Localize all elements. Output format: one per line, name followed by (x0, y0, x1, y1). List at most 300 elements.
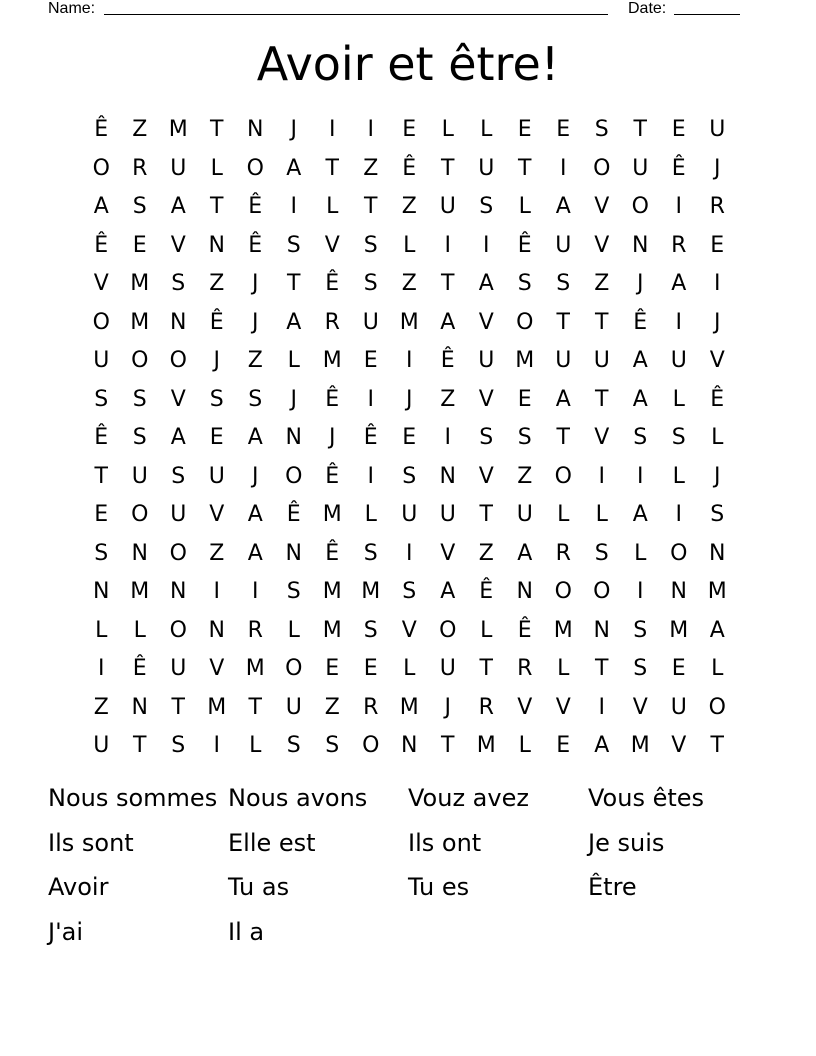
grid-row (82, 111, 737, 150)
grid-row (82, 612, 737, 651)
grid-letter: T (210, 117, 224, 142)
grid-letter: I (367, 117, 374, 142)
grid-letter: U (208, 463, 225, 489)
grid-letter: T (210, 194, 224, 219)
grid-letter: U (170, 656, 187, 681)
grid-letter: A (555, 386, 571, 412)
grid-letter: E (671, 117, 686, 142)
grid-letter: I (213, 579, 220, 604)
grid-letter: L (403, 656, 416, 681)
grid-letter: I (444, 232, 451, 258)
name-blank-line (104, 14, 608, 15)
grid-letter: I (329, 117, 336, 142)
grid-letter: M (168, 117, 188, 142)
grid-letter: Z (132, 117, 148, 142)
grid-row (82, 727, 737, 766)
word-list-item: Vous êtes (588, 784, 705, 812)
grid-letter: Ê (517, 617, 532, 643)
grid-letter: V (594, 232, 610, 258)
grid-letter: I (714, 271, 721, 296)
grid-letter: R (671, 232, 687, 258)
grid-letter: J (329, 425, 336, 450)
grid-letter: A (440, 309, 456, 335)
grid-letter: O (593, 579, 611, 604)
grid-letter: E (556, 117, 571, 142)
grid-letter: I (252, 579, 259, 604)
grid-letter: R (363, 694, 379, 720)
grid-letter: O (708, 694, 726, 720)
grid-letter: U (555, 348, 572, 373)
grid-letter: A (594, 733, 610, 758)
grid-letter: L (518, 733, 531, 758)
grid-letter: S (171, 733, 186, 758)
grid-letter: A (671, 271, 687, 296)
grid-letter: U (478, 348, 495, 373)
grid-letter: M (707, 579, 727, 604)
grid-letter: L (287, 348, 300, 373)
grid-row (82, 573, 737, 612)
grid-letter: O (362, 733, 380, 758)
grid-letter: U (593, 348, 610, 373)
grid-letter: N (439, 463, 456, 489)
grid-letter: S (633, 656, 648, 681)
grid-letter: Ê (440, 348, 455, 373)
grid-letter: S (479, 194, 494, 219)
grid-letter: U (170, 155, 187, 181)
grid-letter: M (130, 579, 150, 604)
grid-row (82, 381, 737, 420)
word-list-item: Tu as (228, 873, 290, 901)
grid-letter: J (714, 155, 721, 181)
grid-letter: R (555, 540, 571, 566)
grid-letter: I (290, 194, 297, 219)
grid-row (82, 342, 737, 381)
grid-letter: S (402, 463, 417, 489)
grid-letter: L (711, 656, 724, 681)
grid-row (82, 227, 737, 266)
grid-letter: U (170, 502, 187, 527)
grid-letter: O (670, 540, 688, 566)
grid-letter: L (133, 617, 146, 643)
word-list-item: Tu es (408, 873, 470, 901)
grid-row (82, 188, 737, 227)
grid-letter: M (669, 617, 689, 643)
grid-letter: T (441, 733, 455, 758)
grid-letter: N (131, 694, 148, 720)
word-list (48, 778, 768, 956)
grid-letter: Ê (710, 386, 725, 412)
grid-letter: I (560, 155, 567, 181)
grid-letter: N (170, 309, 187, 335)
grid-letter: M (515, 348, 535, 373)
grid-letter: N (131, 540, 148, 566)
grid-letter: J (714, 309, 721, 335)
grid-letter: A (632, 502, 648, 527)
grid-letter: N (401, 733, 418, 758)
grid-row (82, 535, 737, 574)
grid-letter: A (170, 425, 186, 450)
grid-letter: T (248, 694, 262, 720)
grid-letter: L (480, 117, 493, 142)
grid-letter: S (633, 425, 648, 450)
grid-letter: R (324, 309, 340, 335)
grid-letter: I (98, 656, 105, 681)
grid-letter: Ê (94, 425, 109, 450)
grid-letter: U (439, 194, 456, 219)
grid-letter: Z (93, 694, 109, 720)
grid-letter: L (364, 502, 377, 527)
grid-letter: N (516, 579, 533, 604)
grid-letter: S (671, 425, 686, 450)
grid-letter: L (711, 425, 724, 450)
grid-letter: A (632, 386, 648, 412)
grid-letter: I (367, 463, 374, 489)
grid-letter: U (131, 463, 148, 489)
grid-letter: V (594, 425, 610, 450)
grid-letter: R (478, 694, 494, 720)
grid-letter: Z (517, 463, 533, 489)
grid-letter: V (401, 617, 417, 643)
word-list-item: Nous avons (228, 784, 368, 812)
grid-letter: N (247, 117, 264, 142)
grid-letter: J (444, 694, 451, 720)
grid-letter: T (595, 386, 609, 412)
grid-letter: O (246, 155, 264, 181)
grid-letter: J (406, 386, 413, 412)
grid-letter: N (285, 425, 302, 450)
grid-letter: U (478, 155, 495, 181)
grid-letter: Ê (325, 386, 340, 412)
grid-letter: O (131, 502, 149, 527)
grid-letter: T (556, 425, 570, 450)
grid-row (82, 458, 737, 497)
grid-letter: T (518, 155, 532, 181)
word-list-item: Vouz avez (408, 784, 529, 812)
grid-letter: N (93, 579, 110, 604)
grid-letter: T (556, 309, 570, 335)
grid-letter: S (594, 117, 609, 142)
grid-letter: O (554, 463, 572, 489)
grid-letter: E (671, 656, 686, 681)
grid-letter: S (209, 386, 224, 412)
grid-letter: T (595, 656, 609, 681)
grid-letter: A (247, 425, 263, 450)
grid-letter: S (517, 425, 532, 450)
grid-letter: L (634, 540, 647, 566)
grid-letter: T (171, 694, 185, 720)
grid-letter: I (675, 309, 682, 335)
grid-letter: O (631, 194, 649, 219)
worksheet-header (48, 0, 748, 20)
grid-letter: M (245, 656, 265, 681)
grid-letter: I (483, 232, 490, 258)
word-list-item: Ils sont (48, 828, 134, 857)
grid-letter: I (598, 463, 605, 489)
grid-letter: T (479, 502, 493, 527)
grid-letter: L (557, 656, 570, 681)
grid-letter: T (364, 194, 378, 219)
grid-letter: L (210, 155, 223, 181)
grid-letter: U (93, 733, 110, 758)
grid-letter: T (441, 271, 455, 296)
grid-letter: Ê (402, 155, 417, 181)
word-search-grid (82, 111, 737, 766)
grid-letter: Z (324, 694, 340, 720)
grid-letter: L (249, 733, 262, 758)
grid-letter: A (247, 540, 263, 566)
grid-letter: I (213, 733, 220, 758)
grid-letter: Ê (517, 232, 532, 258)
grid-letter: L (672, 463, 685, 489)
grid-letter: Ê (363, 425, 378, 450)
grid-letter: J (252, 309, 259, 335)
grid-letter: T (710, 733, 724, 758)
grid-letter: R (132, 155, 148, 181)
grid-letter: U (401, 502, 418, 527)
grid-letter: Z (440, 386, 456, 412)
date-blank-line (674, 14, 740, 15)
grid-letter: R (517, 656, 533, 681)
grid-letter: S (363, 540, 378, 566)
grid-letter: Ê (671, 155, 686, 181)
grid-letter: E (402, 425, 417, 450)
grid-letter: Ê (132, 656, 147, 681)
grid-letter: S (594, 540, 609, 566)
grid-letter: U (670, 348, 687, 373)
grid-letter: O (554, 579, 572, 604)
grid-letter: V (440, 540, 456, 566)
word-list-item: J'ai (48, 917, 84, 946)
grid-letter: Z (401, 271, 417, 296)
grid-letter: S (171, 271, 186, 296)
grid-letter: M (322, 502, 342, 527)
grid-letter: Z (363, 155, 379, 181)
grid-letter: U (516, 502, 533, 527)
grid-letter: S (633, 617, 648, 643)
grid-letter: N (632, 232, 649, 258)
grid-letter: U (670, 694, 687, 720)
word-list-item: Je suis (588, 828, 665, 857)
grid-letter: V (709, 348, 725, 373)
name-label: Name: (48, 0, 96, 17)
grid-letter: M (399, 309, 419, 335)
grid-letter: A (709, 617, 725, 643)
grid-letter: A (286, 155, 302, 181)
grid-letter: V (517, 694, 533, 720)
grid-letter: T (325, 155, 339, 181)
grid-letter: J (637, 271, 644, 296)
grid-letter: N (170, 579, 187, 604)
grid-letter: A (170, 194, 186, 219)
grid-row (82, 689, 737, 728)
grid-letter: M (399, 694, 419, 720)
grid-letter: U (439, 656, 456, 681)
grid-letter: U (709, 117, 726, 142)
grid-letter: S (132, 194, 147, 219)
grid-letter: V (170, 232, 186, 258)
grid-letter: E (517, 386, 532, 412)
grid-letter: T (133, 733, 147, 758)
grid-letter: I (637, 463, 644, 489)
grid-letter: E (132, 232, 147, 258)
grid-letter: S (171, 463, 186, 489)
grid-letter: O (92, 155, 110, 181)
grid-letter: S (479, 425, 494, 450)
grid-letter: A (247, 502, 263, 527)
grid-letter: A (555, 194, 571, 219)
grid-letter: Ê (94, 232, 109, 258)
grid-letter: S (363, 232, 378, 258)
grid-letter: Ê (94, 117, 109, 142)
grid-letter: V (93, 271, 109, 296)
grid-letter: N (709, 540, 726, 566)
grid-letter: S (363, 617, 378, 643)
grid-letter: S (402, 579, 417, 604)
grid-letter: V (478, 309, 494, 335)
grid-row (82, 650, 737, 689)
grid-letter: E (556, 733, 571, 758)
grid-letter: J (714, 463, 721, 489)
grid-letter: O (131, 348, 149, 373)
grid-letter: Z (209, 540, 225, 566)
grid-letter: V (478, 386, 494, 412)
grid-letter: U (439, 502, 456, 527)
grid-row (82, 150, 737, 189)
grid-letter: V (632, 694, 648, 720)
grid-letter: Ê (209, 309, 224, 335)
grid-letter: V (209, 656, 225, 681)
word-list-item: Elle est (228, 828, 316, 857)
grid-letter: U (285, 694, 302, 720)
grid-letter: M (130, 309, 150, 335)
grid-letter: M (322, 617, 342, 643)
grid-letter: O (92, 309, 110, 335)
grid-letter: J (290, 386, 297, 412)
grid-letter: J (290, 117, 297, 142)
grid-letter: J (252, 271, 259, 296)
grid-letter: L (287, 617, 300, 643)
grid-letter: A (478, 271, 494, 296)
grid-letter: E (710, 232, 725, 258)
grid-letter: U (362, 309, 379, 335)
grid-letter: M (322, 579, 342, 604)
grid-letter: N (285, 540, 302, 566)
grid-letter: Z (594, 271, 610, 296)
grid-letter: L (403, 232, 416, 258)
grid-letter: M (361, 579, 381, 604)
grid-letter: N (670, 579, 687, 604)
grid-letter: O (439, 617, 457, 643)
grid-letter: S (94, 540, 109, 566)
grid-letter: M (553, 617, 573, 643)
grid-letter: V (671, 733, 687, 758)
word-list-item: Avoir (48, 873, 109, 901)
grid-letter: Ê (286, 502, 301, 527)
grid-letter: S (325, 733, 340, 758)
grid-letter: S (710, 502, 725, 527)
grid-letter: E (325, 656, 340, 681)
grid-letter: T (287, 271, 301, 296)
grid-letter: O (285, 656, 303, 681)
grid-letter: U (93, 348, 110, 373)
grid-letter: Z (401, 194, 417, 219)
grid-letter: E (363, 656, 378, 681)
grid-letter: L (672, 386, 685, 412)
grid-letter: A (286, 309, 302, 335)
grid-letter: M (130, 271, 150, 296)
grid-letter: R (709, 194, 725, 219)
grid-letter: O (285, 463, 303, 489)
grid-letter: M (322, 348, 342, 373)
grid-letter: T (633, 117, 647, 142)
grid-letter: Ê (325, 540, 340, 566)
grid-letter: O (516, 309, 534, 335)
grid-letter: R (247, 617, 263, 643)
grid-letter: O (169, 617, 187, 643)
grid-letter: I (444, 425, 451, 450)
grid-letter: Z (478, 540, 494, 566)
grid-letter: L (441, 117, 454, 142)
grid-letter: O (593, 155, 611, 181)
grid-letter: J (213, 348, 220, 373)
grid-letter: L (518, 194, 531, 219)
word-list-item: Être (588, 873, 637, 901)
grid-letter: M (476, 733, 496, 758)
grid-row (82, 265, 737, 304)
grid-letter: M (207, 694, 227, 720)
grid-letter: A (440, 579, 456, 604)
grid-letter: I (367, 386, 374, 412)
grid-letter: S (517, 271, 532, 296)
grid-letter: T (94, 463, 108, 489)
grid-letter: I (598, 694, 605, 720)
grid-letter: E (209, 425, 224, 450)
grid-row (82, 419, 737, 458)
page-title: Avoir et être! (256, 37, 560, 91)
grid-row (82, 304, 737, 343)
grid-letter: V (324, 232, 340, 258)
grid-letter: S (286, 579, 301, 604)
grid-letter: A (632, 348, 648, 373)
grid-letter: S (132, 425, 147, 450)
grid-letter: S (94, 386, 109, 412)
grid-letter: N (208, 617, 225, 643)
grid-row (82, 496, 737, 535)
grid-letter: J (252, 463, 259, 489)
grid-letter: I (675, 194, 682, 219)
grid-letter: T (441, 155, 455, 181)
grid-letter: S (286, 232, 301, 258)
grid-letter: E (517, 117, 532, 142)
grid-letter: Ê (325, 463, 340, 489)
word-list-item: Il a (228, 917, 265, 946)
grid-letter: E (363, 348, 378, 373)
grid-letter: S (363, 271, 378, 296)
grid-letter: L (480, 617, 493, 643)
grid-letter: I (675, 502, 682, 527)
grid-letter: T (479, 656, 493, 681)
grid-letter: I (637, 579, 644, 604)
grid-letter: Ê (479, 579, 494, 604)
grid-letter: Ê (248, 232, 263, 258)
grid-letter: Ê (633, 309, 648, 335)
grid-letter: V (594, 194, 610, 219)
date-label: Date: (628, 0, 667, 17)
grid-letter: U (555, 232, 572, 258)
grid-letter: O (169, 348, 187, 373)
grid-letter: Z (247, 348, 263, 373)
grid-letter: E (94, 502, 109, 527)
